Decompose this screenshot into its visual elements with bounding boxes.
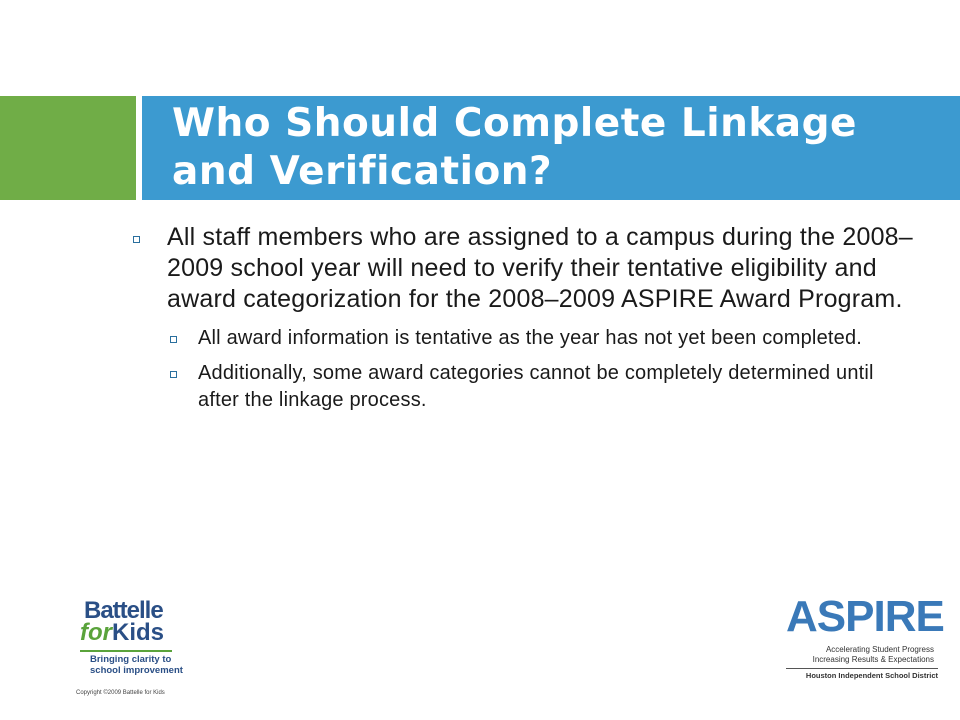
aspire-divider <box>786 668 938 669</box>
logo-line-battelle: Battelle <box>84 597 163 624</box>
sub-bullet-item-1 <box>167 325 920 352</box>
square-bullet-icon <box>170 336 177 343</box>
logo-word-for: for <box>80 619 112 646</box>
sub-bullet-text: Additionally, some award categories cannot be completely determined until after the linkage process. <box>198 362 874 411</box>
bullet-text: All staff members who are assigned to a campus during the 2008–2009 school year will need to verify their tentative eligibility and award categorization for the 2008–2009 ASPIRE Award Program. <box>167 223 913 313</box>
logo-divider <box>80 650 172 652</box>
aspire-subline <box>788 645 934 665</box>
aspire-subline-2: Increasing Results & Expectations <box>812 655 934 664</box>
slide-title: Who Should Complete Linkage and Verification? <box>172 101 857 194</box>
battelle-for-kids-logo <box>76 598 186 686</box>
logo-tagline-line-1: Bringing clarity to <box>90 654 172 665</box>
aspire-logo <box>782 590 942 690</box>
logo-word-kids: Kids <box>112 619 165 646</box>
sub-bullet-text: All award information is tentative as the year has not yet been completed. <box>198 327 863 349</box>
copyright-notice: Copyright ©2009 Battelle for Kids <box>76 690 165 696</box>
logo-line-for-kids <box>80 620 164 646</box>
sub-bullet-item-2 <box>167 360 920 414</box>
logo-tagline <box>90 654 183 676</box>
logo-tagline-line-2: school improvement <box>90 665 183 676</box>
green-accent-bar <box>0 96 136 200</box>
aspire-subline-1: Accelerating Student Progress <box>825 645 934 654</box>
square-bullet-icon <box>133 236 140 243</box>
square-bullet-icon <box>170 371 177 378</box>
bullet-list <box>130 222 920 422</box>
bullet-item-1 <box>130 222 920 315</box>
district-name: Houston Independent School District <box>805 671 938 680</box>
aspire-wordmark: ASPIRE <box>786 592 944 641</box>
